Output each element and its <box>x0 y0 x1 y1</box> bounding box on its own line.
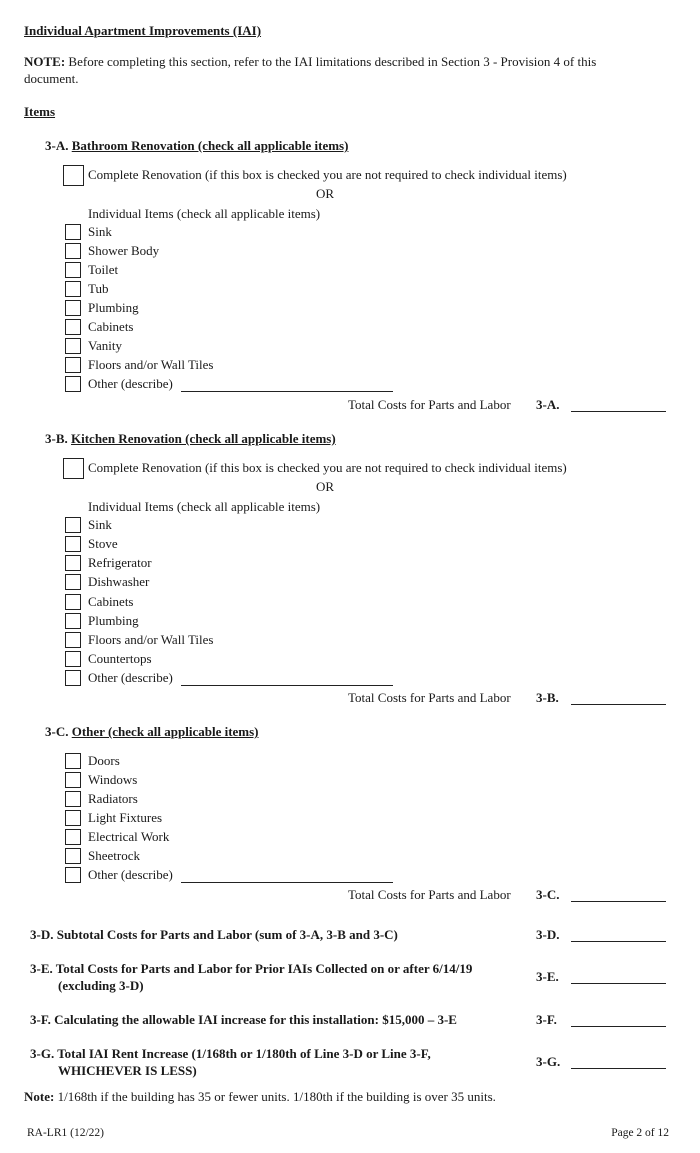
other-item-other: Other (describe) <box>88 867 173 882</box>
other-item-doors: Doors <box>88 753 120 768</box>
bath-other-describe-field[interactable] <box>181 377 393 392</box>
other-item-electrical-work: Electrical Work <box>88 829 170 844</box>
checkbox-kitchen-dishwasher[interactable] <box>65 574 81 590</box>
checkbox-kitchen-countertops[interactable] <box>65 651 81 667</box>
checkbox-kitchen-floors-tiles[interactable] <box>65 632 81 648</box>
bath-item-shower-body: Shower Body <box>88 243 160 258</box>
kitchen-other-describe-field[interactable] <box>181 671 393 686</box>
bath-item-plumbing: Plumbing <box>88 300 139 315</box>
kitchen-item-plumbing: Plumbing <box>88 613 139 628</box>
line-3d-code: 3-D. <box>536 927 560 942</box>
checkbox-other-sheetrock[interactable] <box>65 848 81 864</box>
checkbox-bath-cabinets[interactable] <box>65 319 81 335</box>
checkbox-bath-tub[interactable] <box>65 281 81 297</box>
line-3g-label-continued: WHICHEVER IS LESS) <box>58 1063 197 1078</box>
checkbox-bath-vanity[interactable] <box>65 338 81 354</box>
kitchen-or-label: OR <box>316 479 335 494</box>
line-3e-label: 3-E. Total Costs for Parts and Labor for Prior IAIs Collected on or after 6/14/19 <box>30 961 473 976</box>
bath-complete-label: Complete Renovation (if this box is checked you are not required to check individual items) <box>88 167 567 182</box>
form-id: RA-LR1 (12/22) <box>27 1127 104 1139</box>
note-text-continued: document. <box>24 71 79 86</box>
line-3g-field[interactable] <box>571 1054 666 1069</box>
note-text: Before completing this section, refer to the IAI limitations described in Section 3 - Provision 4 of this <box>68 54 597 69</box>
other-item-sheetrock: Sheetrock <box>88 848 140 863</box>
line-3e-field[interactable] <box>571 969 666 984</box>
checkbox-kitchen-stove[interactable] <box>65 536 81 552</box>
checkbox-other-windows[interactable] <box>65 772 81 788</box>
other-total-label: Total Costs for Parts and Labor <box>348 887 511 902</box>
kitchen-total-input[interactable] <box>571 691 666 705</box>
checkbox-bath-toilet[interactable] <box>65 262 81 278</box>
bath-item-other: Other (describe) <box>88 376 173 391</box>
line-3g-input[interactable] <box>571 1055 666 1069</box>
bath-individual-label: Individual Items (check all applicable items) <box>88 206 321 221</box>
checkbox-kitchen-other[interactable] <box>65 670 81 686</box>
other-item-windows: Windows <box>88 772 138 787</box>
checkbox-bath-floors-tiles[interactable] <box>65 357 81 373</box>
checkbox-bath-shower-body[interactable] <box>65 243 81 259</box>
line-3f-field[interactable] <box>571 1012 666 1027</box>
kitchen-item-countertops: Countertops <box>88 651 152 666</box>
note-label: NOTE: <box>24 54 66 69</box>
line-3g-label: 3-G. Total IAI Rent Increase (1/168th or 1/180th of Line 3-D or Line 3-F, <box>30 1046 431 1061</box>
bath-item-cabinets: Cabinets <box>88 319 134 334</box>
checkbox-bath-plumbing[interactable] <box>65 300 81 316</box>
kitchen-total-field[interactable] <box>571 690 666 705</box>
bath-item-vanity: Vanity <box>88 338 122 353</box>
line-3f-input[interactable] <box>571 1013 666 1027</box>
kitchen-total-label: Total Costs for Parts and Labor <box>348 690 511 705</box>
bath-total-code: 3-A. <box>536 397 560 412</box>
bath-item-sink: Sink <box>88 224 112 239</box>
kitchen-other-describe-input[interactable] <box>181 673 393 687</box>
line-3g-code: 3-G. <box>536 1054 561 1069</box>
checkbox-kitchen-cabinets[interactable] <box>65 594 81 610</box>
section-3a-title: 3-A. Bathroom Renovation (check all applicable items) <box>45 138 349 153</box>
bath-other-describe-input[interactable] <box>181 379 393 393</box>
line-3f-code: 3-F. <box>536 1012 557 1027</box>
bath-item-tub: Tub <box>88 281 109 296</box>
line-3f-label: 3-F. Calculating the allowable IAI increase for this installation: $15,000 – 3-E <box>30 1012 457 1027</box>
line-3d-field[interactable] <box>571 927 666 942</box>
kitchen-item-sink: Sink <box>88 517 112 532</box>
checkbox-bath-complete[interactable] <box>63 165 84 186</box>
footnote-label: Note: <box>24 1089 55 1104</box>
checkbox-kitchen-sink[interactable] <box>65 517 81 533</box>
checkbox-other-light-fixtures[interactable] <box>65 810 81 826</box>
page-number: Page 2 of 12 <box>611 1127 669 1139</box>
bath-or-label: OR <box>316 186 335 201</box>
checkbox-kitchen-complete[interactable] <box>63 458 84 479</box>
footnote <box>24 1089 496 1105</box>
other-total-input[interactable] <box>571 888 666 902</box>
kitchen-item-floors-tiles: Floors and/or Wall Tiles <box>88 632 214 647</box>
other-other-describe-field[interactable] <box>181 868 393 883</box>
kitchen-total-code: 3-B. <box>536 690 559 705</box>
bath-total-input[interactable] <box>571 398 666 412</box>
checkbox-other-radiators[interactable] <box>65 791 81 807</box>
kitchen-individual-label: Individual Items (check all applicable items) <box>88 499 321 514</box>
bath-total-label: Total Costs for Parts and Labor <box>348 397 511 412</box>
line-3d-label: 3-D. Subtotal Costs for Parts and Labor (sum of 3-A, 3-B and 3-C) <box>30 927 398 942</box>
items-heading: Items <box>24 104 56 119</box>
section-3c-title: 3-C. Other (check all applicable items) <box>45 724 259 739</box>
checkbox-kitchen-plumbing[interactable] <box>65 613 81 629</box>
footnote-text: 1/168th if the building has 35 or fewer units. 1/180th if the building is over 35 units. <box>57 1089 496 1104</box>
other-total-code: 3-C. <box>536 887 560 902</box>
checkbox-other-doors[interactable] <box>65 753 81 769</box>
checkbox-other-electrical-work[interactable] <box>65 829 81 845</box>
checkbox-kitchen-refrigerator[interactable] <box>65 555 81 571</box>
kitchen-item-cabinets: Cabinets <box>88 594 134 609</box>
other-other-describe-input[interactable] <box>181 870 393 884</box>
checkbox-other-other[interactable] <box>65 867 81 883</box>
bath-total-field[interactable] <box>571 397 666 412</box>
checkbox-bath-sink[interactable] <box>65 224 81 240</box>
kitchen-item-stove: Stove <box>88 536 118 551</box>
kitchen-item-refrigerator: Refrigerator <box>88 555 152 570</box>
kitchen-complete-label: Complete Renovation (if this box is checked you are not required to check individual items) <box>88 460 567 475</box>
bath-item-floors-tiles: Floors and/or Wall Tiles <box>88 357 214 372</box>
other-item-radiators: Radiators <box>88 791 138 806</box>
kitchen-item-other: Other (describe) <box>88 670 173 685</box>
line-3e-label-continued: (excluding 3-D) <box>58 978 144 993</box>
line-3e-code: 3-E. <box>536 969 559 984</box>
section-heading: Individual Apartment Improvements (IAI) <box>24 23 262 38</box>
bath-item-toilet: Toilet <box>88 262 119 277</box>
other-item-light-fixtures: Light Fixtures <box>88 810 163 825</box>
note-paragraph <box>24 54 596 70</box>
kitchen-item-dishwasher: Dishwasher <box>88 574 150 589</box>
section-3b-title: 3-B. Kitchen Renovation (check all applicable items) <box>45 431 336 446</box>
line-3e-input[interactable] <box>571 970 666 984</box>
line-3d-input[interactable] <box>571 928 666 942</box>
other-total-field[interactable] <box>571 887 666 902</box>
checkbox-bath-other[interactable] <box>65 376 81 392</box>
